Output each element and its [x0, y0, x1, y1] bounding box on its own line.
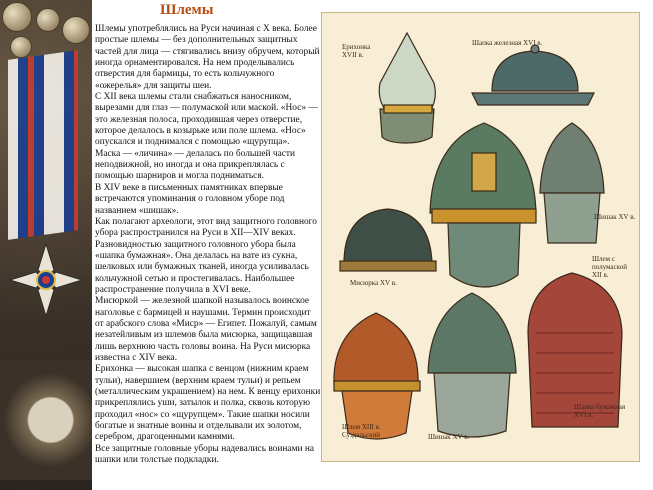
label-bottom-right: Шапка бумажная XVI в.: [574, 403, 626, 419]
article-text: [95, 24, 321, 466]
label-mid-right-2: Шлем с полумаской XII в.: [592, 255, 627, 279]
paragraph: Разновидностью защитного головного убора была «шапка бумажная». Она делалась на вате из сукна, шелковых или бумажных тканей, иногда усиливалась кольчужной сетью и простегивалась. Наибольшее распространение получила в XVI веке.: [95, 239, 309, 295]
compass-image: [0, 360, 92, 480]
coin-image: [2, 2, 32, 32]
paragraph: Как полагают археологи, этот вид защитного головного убора распространился на Руси в XII—XIV веках.: [95, 216, 317, 239]
helmet-drawing: [334, 313, 420, 439]
helmet-drawing: [379, 33, 435, 143]
label-bottom-mid: Шишак XV в.: [428, 433, 470, 441]
paragraph: Шлемы употреблялись на Руси начиная с X века. Более простые шлемы — без дополнительных защитных частей для лица — стягивались внизу обручем, который иногда орнаментировался. На нем проделывались отверстия для бармицы, то есть кольчужного «ожерелья» для защиты шеи.: [95, 24, 320, 91]
label-mid-right-1: Шишак XV в.: [594, 213, 636, 221]
medal-ribbon-image: [8, 50, 78, 240]
order-cross-icon: [6, 240, 86, 320]
decorative-photo-strip: [0, 0, 92, 490]
helmet-drawing: [430, 123, 536, 287]
coin-image: [10, 36, 32, 58]
paragraph: Мисюркой — железной шапкой называлось воинское наголовье с бармицей и наушами. Термин происходит от арабского слова «Миср» — Египет. Пожалуй, самым незатейливым из шлемов была мисюрка, защищавшая лишь верхнюю часть головы воина. На Руси мисюрка известна с XIV века.: [95, 296, 317, 363]
page-title: Шлемы: [160, 2, 214, 18]
label-bottom-left: Шлем XIII в. Суздальский: [342, 423, 381, 439]
label-top-right: Шапка железная XVI в.: [472, 39, 543, 47]
paragraph: В XIV веке в письменных памятниках впервые встречаются упоминания о головном уборе под названием «шишак».: [95, 182, 285, 216]
paragraph: Маска — «личина» — делалась по большей части неподвижной, но иногда и она прикреплялась с помощью шарниров и могла подниматься.: [95, 148, 296, 182]
paragraph: С XII века шлемы стали снабжаться наносником, вырезами для глаз — полумаской или маской. «Нос» — это железная полоса, проходившая через отверстие, которое делалось в козырьке или поле шлема. «Нос» опускался и поднимался с помощью «щурупца».: [95, 92, 318, 148]
helmet-drawing: [540, 123, 604, 243]
label-mid-left: Мисюрка XV в.: [350, 279, 397, 287]
helmet-drawing: [428, 293, 516, 437]
coin-image: [62, 16, 90, 44]
paragraph: Ерихонка — высокая шапка с венцом (нижним краем тульи), навершием (верхним краем тульи) и репьем (металлическим украшением) на нем. К венцу ерихонки прикреплялись уши, затылок и полка, сквозь которую проходил «нос» со «щурупцем». Такие шапки носили богатые и знатные воины и отделывали их золотом, серебром, драгоценными камнями.: [95, 364, 321, 443]
helmet-drawing: [340, 209, 436, 271]
helmet-drawing: [472, 45, 594, 105]
coin-image: [36, 8, 60, 32]
helmets-drawing: [322, 13, 639, 461]
helmets-illustration: [321, 12, 640, 462]
label-top-left: Ерихонка XVII в.: [342, 43, 371, 59]
paragraph: Все защитные головные уборы надевались воинами на шапки или толстые подкладки.: [95, 443, 315, 466]
